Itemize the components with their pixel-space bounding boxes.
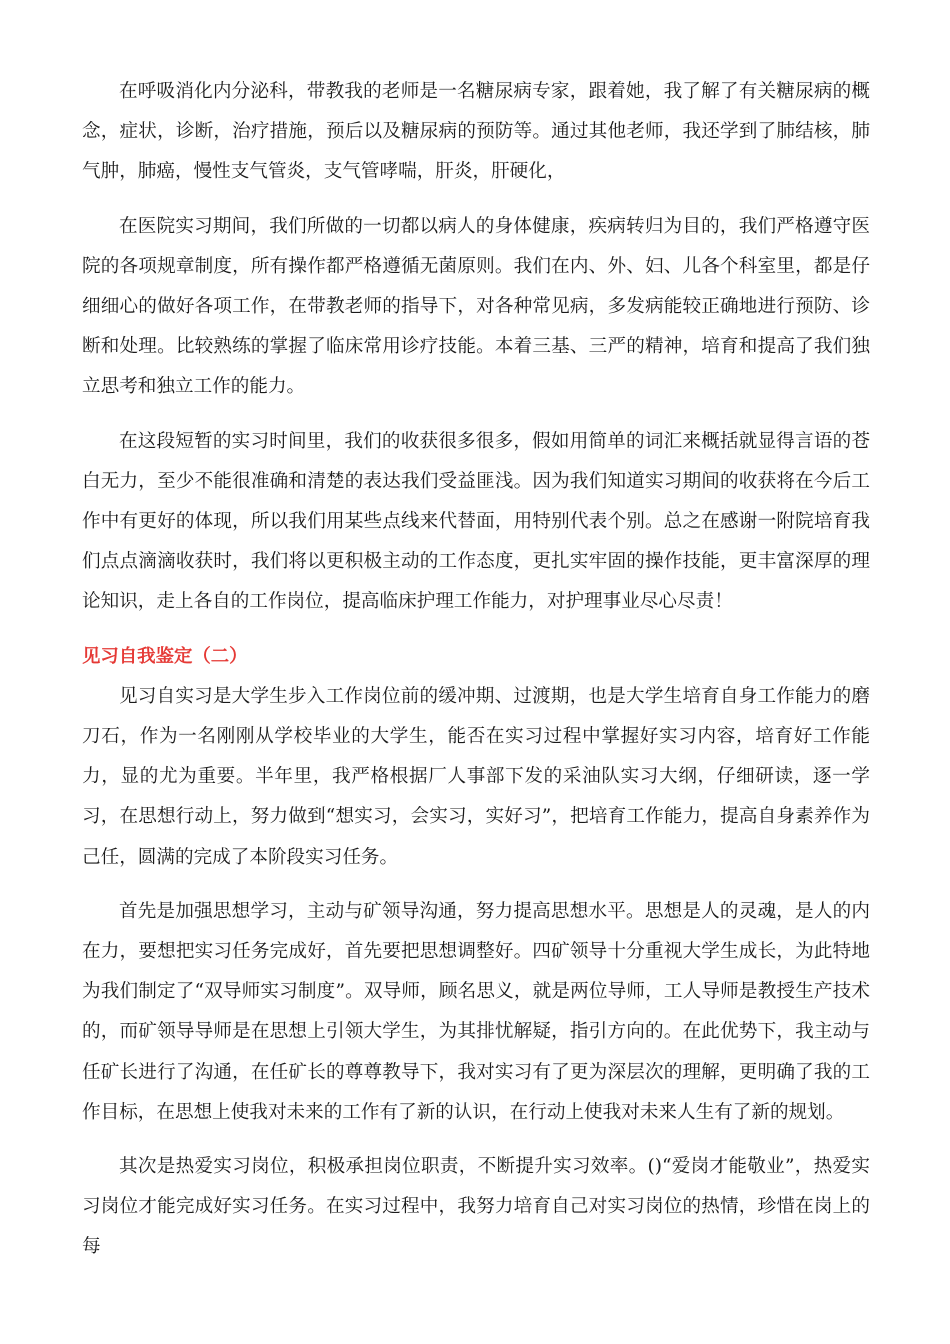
paragraph-internship-intro: 见习自实习是大学生步入工作岗位前的缓冲期、过渡期，也是大学生培育自身工作能力的磨刀石，作为一名刚刚从学校毕业的大学生，能否在实习过程中掌握好实习内容，培育好工作能力，显的尤为重要。半年里，我严格根据厂人事部下发的采油队实习大纲，仔细研读，逐一学习，在思想行动上，努力做到“想实习，会实习，实好习”，把培育工作能力，提高自身素养作为己任，圆满的完成了本阶段实习任务。 <box>82 685 870 868</box>
section-heading: 见习自我鉴定（二） <box>82 645 248 667</box>
paragraph-love-post: 其次是热爱实习岗位，积极承担岗位职责，不断提升实习效率。()“爱岗才能敬业”，热爱实习岗位才能完成好实习任务。在实习过程中，我努力培育自己对实习岗位的热情，珍惜在岗上的每 <box>82 1156 870 1258</box>
paragraph-thought-study: 首先是加强思想学习，主动与矿领导沟通，努力提高思想水平。思想是人的灵魂，是人的内在力，要想把实习任务完成好，首先要把思想调整好。四矿领导十分重视大学生成长，为此特地为我们制定了“双导师实习制度”。双导师，顾名思义，就是两位导师，工人导师是教授生产技术的，而矿领导导师是在思想上引领大学生，为其排忧解疑，指引方向的。在此优势下，我主动与任矿长进行了沟通，在任矿长的尊尊教导下，我对实习有了更为深层次的理解，更明确了我的工作目标，在思想上使我对未来的工作有了新的认识，在行动上使我对未来人生有了新的规划。 <box>82 900 870 1123</box>
paragraph-hospital-internship: 在医院实习期间，我们所做的一切都以病人的身体健康，疾病转归为目的，我们严格遵守医院的各项规章制度，所有操作都严格遵循无菌原则。我们在内、外、妇、儿各个科室里，都是仔细细心的做好各项工作，在带教老师的指导下，对各种常见病，多发病能较正确地进行预防、诊断和处理。比较熟练的掌握了临床常用诊疗技能。本着三基、三严的精神，培育和提高了我们独立思考和独立工作的能力。 <box>82 215 870 398</box>
paragraph-harvest: 在这段短暂的实习时间里，我们的收获很多很多，假如用简单的词汇来概括就显得言语的苍白无力，至少不能很准确和清楚的表达我们受益匪浅。因为我们知道实习期间的收获将在今后工作中有更好的体现，所以我们用某些点线来代替面，用特别代表个别。总之在感谢一附院培育我们点点滴滴收获时，我们将以更积极主动的工作态度，更扎实牢固的操作技能，更丰富深厚的理论知识，走上各自的工作岗位，提高临床护理工作能力，对护理事业尽心尽责！ <box>82 430 870 613</box>
document-page <box>82 72 870 1282</box>
paragraph-diabetes: 在呼吸消化内分泌科，带教我的老师是一名糖尿病专家，跟着她，我了解了有关糖尿病的概念，症状，诊断，治疗措施，预后以及糖尿病的预防等。通过其他老师，我还学到了肺结核，肺气肿，肺癌，慢性支气管炎，支气管哮喘，肝炎，肝硬化， <box>82 81 870 183</box>
